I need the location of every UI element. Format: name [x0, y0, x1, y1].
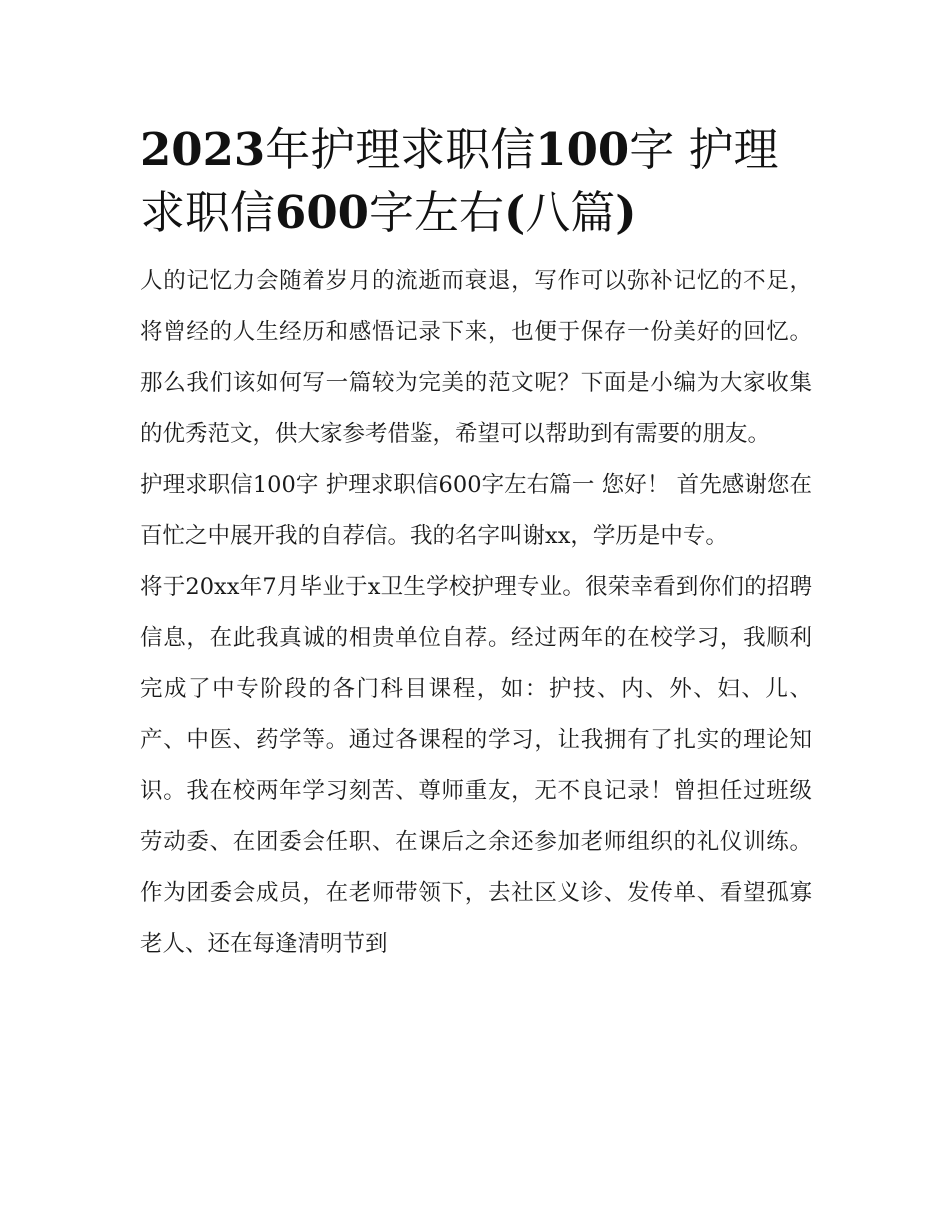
- document-title: 2023年护理求职信100字 护理求职信600字左右(八篇): [140, 123, 779, 239]
- letter-body-paragraph: 将于20xx年7月毕业于x卫生学校护理专业。很荣幸看到你们的招聘信息，在此我真诚的相贵单位自荐。经过两年的在校学习，我顺利完成了中专阶段的各门科目课程，如：护技、内、外、妇、儿、产、中医、药学等。通过各课程的学习，让我拥有了扎实的理论知识。我在校两年学习刻苦、尊师重友，无不良记录！曾担任过班级劳动委、在团委会任职、在课后之余还参加老师组织的礼仪训练。作为团委会成员，在老师带领下，去社区义诊、发传单、看望孤寡老人、还在每逢清明节到: [140, 574, 812, 957]
- letter-opening-paragraph: 护理求职信100字 护理求职信600字左右篇一 您好！ 首先感谢您在百忙之中展开我的自荐信。我的名字叫谢xx，学历是中专。: [140, 472, 812, 549]
- document-body: [140, 118, 812, 970]
- intro-paragraph: 人的记忆力会随着岁月的流逝而衰退，写作可以弥补记忆的不足，将曾经的人生经历和感悟记录下来，也便于保存一份美好的回忆。那么我们该如何写一篇较为完美的范文呢？下面是小编为大家收集的优秀范文，供大家参考借鉴，希望可以帮助到有需要的朋友。: [140, 268, 812, 447]
